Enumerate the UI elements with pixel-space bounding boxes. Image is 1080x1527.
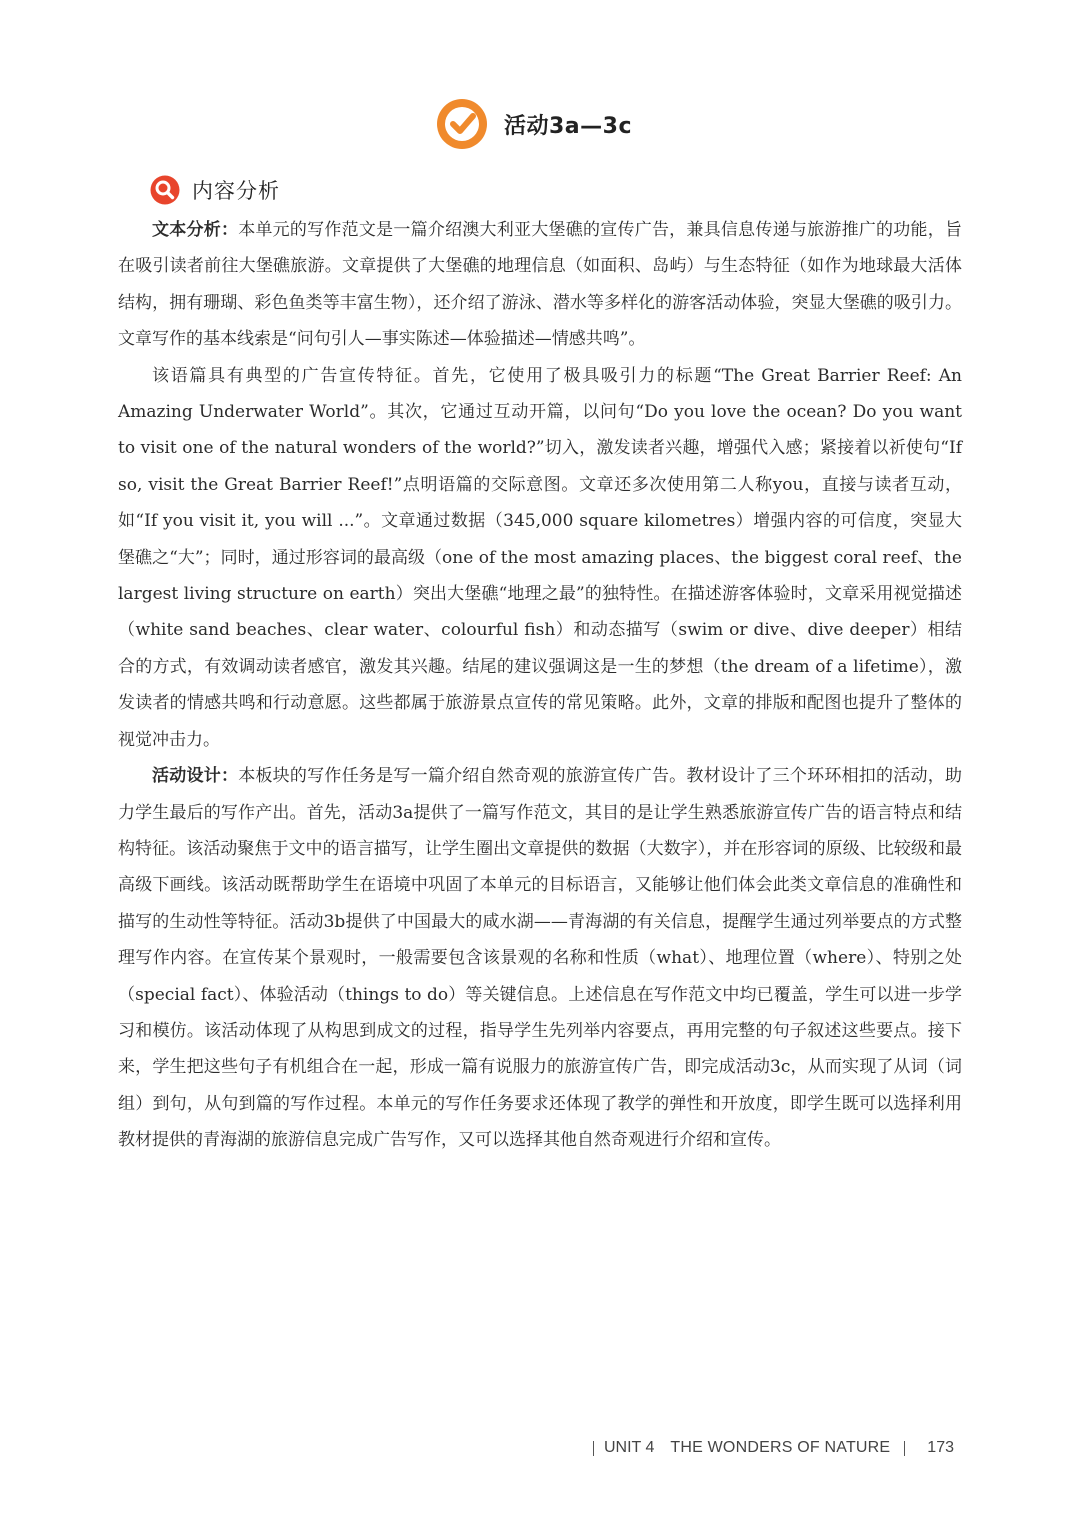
- paragraph-body: 本单元的写作范文是一篇介绍澳大利亚大堡礁的宣传广告，兼具信息传递与旅游推广的功能，旨在吸引读者前往大堡礁旅游。文章提供了大堡礁的地理信息（如面积、岛屿）与生态特征（如作为地球最大活体结构，拥有珊瑚、彩色鱼类等丰富生物），还介绍了游泳、潜水等多样化的游客活动体验，突显大堡礁的吸引力。文章写作的基本线索是“问句引人—事实陈述—体验描述—情感共鸣”。: [118, 220, 963, 350]
- footer-divider: [593, 1441, 594, 1456]
- paragraph-text-analysis: [118, 212, 962, 358]
- section-title: 内容分析: [192, 179, 280, 203]
- content-body: [118, 212, 962, 1159]
- page-footer: [593, 1439, 954, 1457]
- checkmark-badge-icon: [436, 98, 488, 150]
- footer-divider: [904, 1441, 905, 1456]
- paragraph-activity-design: [118, 758, 962, 1158]
- page-number: 173: [927, 1439, 954, 1456]
- section-header: [150, 174, 280, 206]
- footer-subject: THE WONDERS OF NATURE: [670, 1439, 891, 1456]
- activity-title: 活动3a—3c: [504, 113, 633, 139]
- magnifier-badge-icon: [150, 175, 180, 205]
- activity-header: [436, 98, 632, 150]
- paragraph-body: 该语篇具有典型的广告宣传特征。首先，它使用了极具吸引力的标题“The Great Barrier Reef: An Amazing Underwater World”。其次，它通过互动开篇，以问句“Do you love the ocean? Do you want to visit one of the natural wonders of the world?”切入，激发读者兴趣，增强代入感；紧接着以祈使句“If so, visit the Great Barrier Reef!”点明语篇的交际意图。文章还多次使用第二人称you，直接与读者互动，如“If you visit it, you will ...”。文章通过数据（345,000 square kilometres）增强内容的可信度，突显大堡礁之“大”；同时，通过形容词的最高级（one of the most amazing places、the biggest coral reef、the largest living structure on earth）突出大堡礁“地理之最”的独特性。在描述游客体验时，文章采用视觉描述（white sand beaches、clear water、colourful fish）和动态描写（swim or dive、dive deeper）相结合的方式，有效调动读者感官，激发其兴趣。结尾的建议强调这是一生的梦想（the dream of a lifetime），激发读者的情感共鸣和行动意愿。这些都属于旅游景点宣传的常见策略。此外，文章的排版和配图也提升了整体的视觉冲击力。: [118, 365, 962, 750]
- paragraph-features: [118, 358, 962, 758]
- paragraph-lead: 活动设计：: [152, 766, 239, 787]
- paragraph-body: 本板块的写作任务是写一篇介绍自然奇观的旅游宣传广告。教材设计了三个环环相扣的活动，助力学生最后的写作产出。首先，活动3a提供了一篇写作范文，其目的是让学生熟悉旅游宣传广告的语言特点和结构特征。该活动聚焦于文中的语言描写，让学生圈出文章提供的数据（大数字），并在形容词的原级、比较级和最高级下画线。该活动既帮助学生在语境中巩固了本单元的目标语言，又能够让他们体会此类文章信息的准确性和描写的生动性等特征。活动3b提供了中国最大的咸水湖——青海湖的有关信息，提醒学生通过列举要点的方式整理写作内容。在宣传某个景观时，一般需要包含该景观的名称和性质（what）、地理位置（where）、特别之处（special fact）、体验活动（things to do）等关键信息。上述信息在写作范文中均已覆盖，学生可以进一步学习和模仿。该活动体现了从构思到成文的过程，指导学生先列举内容要点，再用完整的句子叙述这些要点。接下来，学生把这些句子有机组合在一起，形成一篇有说服力的旅游宣传广告，即完成活动3c，从而实现了从词（词组）到句，从句到篇的写作过程。本单元的写作任务要求还体现了教学的弹性和开放度，即学生既可以选择利用教材提供的青海湖的旅游信息完成广告写作，又可以选择其他自然奇观进行介绍和宣传。: [118, 766, 963, 1151]
- paragraph-lead: 文本分析：: [152, 220, 239, 240]
- footer-unit: UNIT 4: [604, 1439, 655, 1456]
